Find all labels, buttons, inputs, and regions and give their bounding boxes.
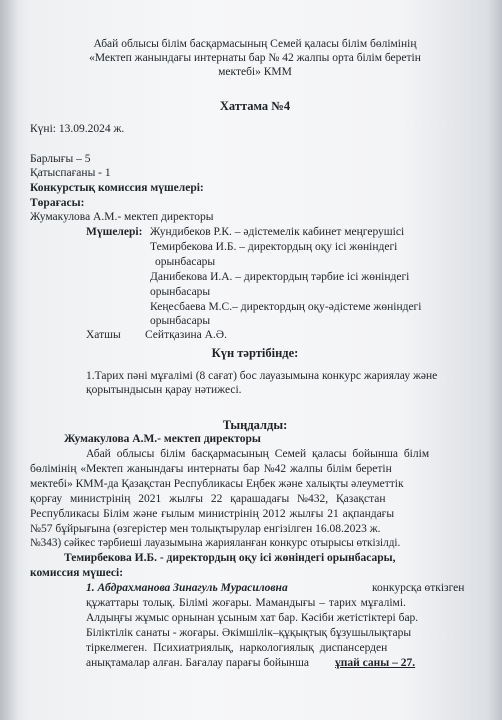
header-line: «Мектеп жанындағы интернаты бар № 42 жалпы орта білім беретін [89, 52, 421, 64]
page-edge-shadow [488, 0, 502, 720]
candidate-name: 1. Абдрахманова Зинагуль Мурасиловна [86, 582, 288, 594]
candidate-line: құжаттары толық. Білімі жоғары. Мамандығы – тарих мұғалімі. [86, 597, 406, 609]
paragraph-line: бөлімінің «Мектеп жанындағы интернаты бар №42 жалпы білім беретін [30, 463, 392, 475]
member-line: орынбасары [155, 256, 216, 268]
agenda-item: 1.Тарих пәні мұғалімі (8 сағат) бос лауазымына конкурс жариялау және [86, 370, 438, 382]
speaker-role: комиссия мүшесі: [30, 567, 124, 579]
paragraph-line: №343) сәйкес тәрбиеші лауазымына жарияланған конкурс отырысы өткізілді. [30, 537, 401, 549]
paragraph-line: қорғау министрінің 2021 жылғы 22 қарашадағы №432, Қазақстан [30, 493, 386, 505]
page-edge-shadow [0, 0, 18, 720]
chair-name: Жумакулова А.М.- мектеп директоры [30, 211, 214, 223]
candidate-line: Алдыңғы жұмыс орнынан ұсыным хат бар. Кәсіби жетістіктері бар. [86, 612, 419, 624]
paragraph-line: мектебі» КММ-да Қазақстан Республикасы Еңбек және халықты әлеуметтік [30, 478, 404, 490]
candidate-line: конкурсқа өткізген [372, 582, 465, 594]
speaker-name: Темирбекова И.Б. - директордың оқу ісі жөніндегі орынбасары, [64, 552, 396, 564]
member-line: Данибекова И.А. – директордың тәрбие ісі жөніндегі [150, 271, 410, 283]
agenda-item: қорытындысын қарау нәтижесі. [86, 384, 242, 396]
secretary-label: Хатшы [86, 329, 121, 341]
attendance-total: Барлығы – 5 [30, 153, 91, 165]
member-line: Кеңесбаева М.С.– директордың оқу-әдістеме жөніндегі [150, 301, 422, 313]
attendance-absent: Қатыспағаны - 1 [30, 167, 111, 179]
member-line: орынбасары [150, 315, 211, 327]
member-line: Жундибеков Р.К. – әдістемелік кабинет меңгерушісі [150, 226, 405, 238]
candidate-line: анықтамалар алған. Бағалау парағы бойынша [86, 657, 309, 669]
page-title: Хаттама №4 [219, 99, 291, 113]
protocol-date: Күні: 13.09.2024 ж. [30, 123, 125, 135]
heard-heading: Тыңдалды: [222, 418, 288, 432]
header-line: Абай облысы білім басқармасының Семей қаласы білім бөлімінің [93, 38, 417, 50]
candidate-line: Біліктілік санаты - жоғары. Әкімшілік–құқықтық бұзушылықтары [86, 627, 412, 639]
paragraph-line: №57 бұйрығына (өзгерістер мен толықтырулар енгізілген 16.08.2023 ж. [30, 523, 381, 535]
member-line: Темирбекова И.Б. – директордың оқу ісі жөніндегі [150, 241, 398, 253]
agenda-heading: Күн тәртібінде: [211, 346, 299, 360]
chair-label: Төрағасы: [30, 197, 85, 209]
secretary-name: Сейтқазина А.Ә. [145, 329, 227, 341]
score-value: ұпай саны – 27. [335, 657, 416, 669]
members-label: Мүшелері: [86, 226, 143, 238]
paragraph-line: Республикасы Білім және ғылым министрінің 2012 жылғы 21 ақпандағы [30, 508, 395, 520]
commission-heading: Конкурстық комиссия мүшелері: [30, 182, 204, 194]
member-line: орынбасары [150, 286, 211, 298]
speaker-name: Жумакулова А.М.- мектеп директоры [64, 433, 261, 445]
paragraph-line: Абай облысы білім басқармасының Семей қаласы бойынша білім [86, 448, 430, 460]
candidate-line: тіркелмеген. Психиатриялық, наркологиялық диспансерден [86, 642, 388, 654]
header-line: мектебі» КММ [218, 66, 292, 78]
